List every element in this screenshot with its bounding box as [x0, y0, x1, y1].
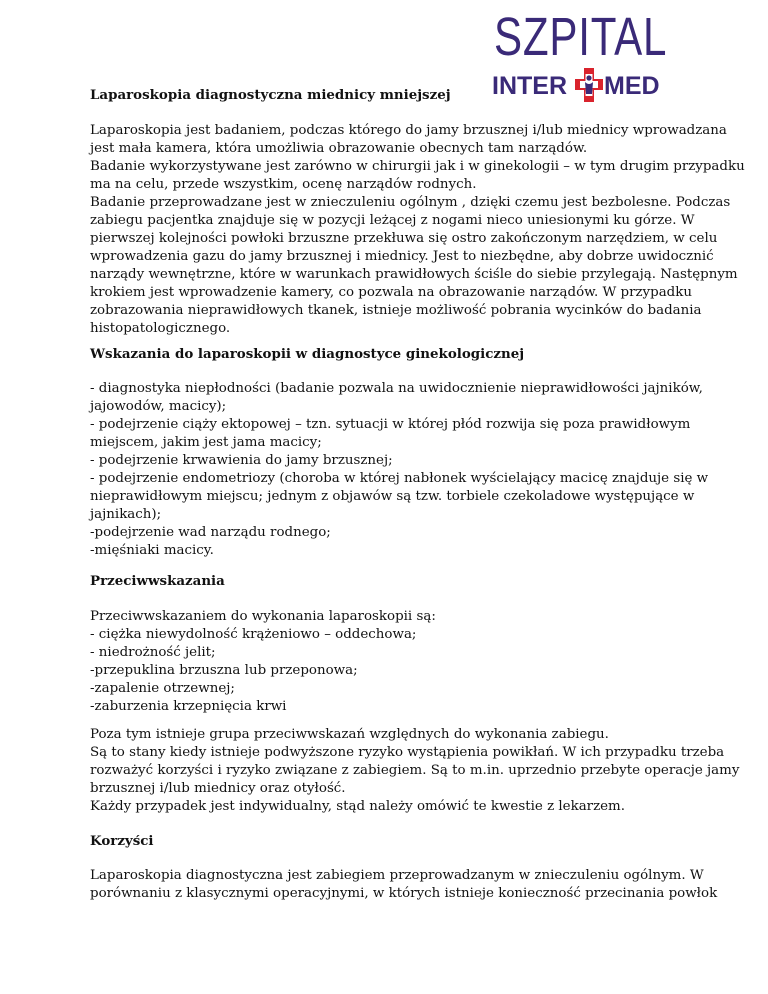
list-item: jajowodów, macicy);	[90, 399, 227, 414]
contraindications-list	[90, 608, 690, 716]
list-item: miejscem, jakim jest jama macicy;	[90, 435, 322, 450]
text-line: Poza tym istnieje grupa przeciwwskazań względnych do wykonania zabiegu.	[90, 727, 609, 742]
logo-szpital-text: SZPITAL	[494, 7, 668, 67]
relative-contraindications-paragraph	[90, 726, 740, 816]
list-item: - podejrzenie ciąży ektopowej – tzn. sytuacji w której płód rozwija się poza prawidłowym	[90, 417, 691, 432]
text-line: Są to stany kiedy istnieje podwyższone ryzyko wystąpienia powikłań. W ich przypadku trzeba	[90, 745, 725, 760]
list-item: - diagnostyka niepłodności (badanie pozwala na uwidocznienie nieprawidłowości jajników,	[90, 381, 703, 396]
text-line: jest mała kamera, która umożliwia obrazowanie obecnych tam narządów.	[90, 141, 588, 156]
list-item: - ciężka niewydolność krążeniowo – oddechowa;	[90, 627, 417, 642]
text-line: wprowadzenia gazu do jamy brzusznej i miednicy. Jest to niezbędne, aby dobrze uwidocznić	[90, 249, 714, 264]
text-line: histopatologicznego.	[90, 321, 231, 336]
list-item: - podejrzenie endometriozy (choroba w której nabłonek wyścielający macicę znajduje się w	[90, 471, 709, 486]
benefits-paragraph	[90, 867, 718, 903]
indications-heading: Wskazania do laparoskopii w diagnostyce ginekologicznej	[90, 346, 525, 362]
text-line: Badanie przeprowadzane jest w znieczuleniu ogólnym , dzięki czemu jest bezbolesne. Podczas	[90, 195, 731, 210]
intro-paragraph	[90, 122, 745, 338]
text-line: Badanie wykorzystywane jest zarówno w chirurgii jak i w ginekologii – w tym drugim przypadku	[90, 159, 745, 174]
document-title: Laparoskopia diagnostyczna miednicy mniejszej	[90, 87, 451, 103]
list-item: - podejrzenie krwawienia do jamy brzusznej;	[90, 453, 393, 468]
logo-med-text: MED	[604, 72, 660, 100]
list-item: - niedrożność jelit;	[90, 645, 216, 660]
benefits-heading: Korzyści	[90, 833, 154, 849]
list-item: -zapalenie otrzewnej;	[90, 681, 235, 696]
text-line: rozważyć korzyści i ryzyko związane z zabiegiem. Są to m.in. uprzednio przebyte operacje jamy	[90, 763, 740, 778]
text-line: Laparoskopia jest badaniem, podczas którego do jamy brzusznej i/lub miednicy wprowadzana	[90, 123, 727, 138]
list-item: -zaburzenia krzepnięcia krwi	[90, 699, 287, 714]
list-item: nieprawidłowym miejscu; jednym z objawów są tzw. torbiele czekoladowe występujące w	[90, 489, 695, 504]
list-item: jajnikach);	[90, 507, 162, 522]
contraindications-heading: Przeciwwskazania	[90, 573, 225, 589]
list-item: Przeciwwskazaniem do wykonania laparoskopii są:	[90, 609, 436, 624]
text-line: zabiegu pacjentka znajduje się w pozycji leżącej z nogami nieco uniesionymi ku górze. W	[90, 213, 695, 228]
list-item: -podejrzenie wad narządu rodnego;	[90, 525, 331, 540]
text-line: pierwszej kolejności powłoki brzuszne przekłuwa się ostro zakończonym narzędziem, w celu	[90, 231, 718, 246]
text-line: zobrazowania nieprawidłowych tkanek, istnieje możliwość pobrania wycinków do badania	[90, 303, 702, 318]
text-line: porównaniu z klasycznymi operacyjnymi, w których istnieje konieczność przecinania powłok	[90, 886, 718, 901]
indications-list	[90, 380, 709, 560]
text-line: krokiem jest wprowadzenie kamery, co pozwala na obrazowanie narządów. W przypadku	[90, 285, 692, 300]
list-item: -mięśniaki macicy.	[90, 543, 214, 558]
list-item: -przepuklina brzuszna lub przeponowa;	[90, 663, 358, 678]
text-line: Laparoskopia diagnostyczna jest zabiegiem przeprowadzanym w znieczuleniu ogólnym. W	[90, 868, 704, 883]
text-line: brzusznej i/lub miednicy oraz otyłość.	[90, 781, 346, 796]
text-line: Każdy przypadek jest indywidualny, stąd należy omówić te kwestie z lekarzem.	[90, 799, 626, 814]
logo-inter-text: INTER	[492, 72, 567, 100]
text-line: ma na celu, przede wszystkim, ocenę narządów rodnych.	[90, 177, 477, 192]
text-line: narządy wewnętrzne, które w warunkach prawidłowych ściśle do siebie przylegają. Następnym	[90, 267, 738, 282]
